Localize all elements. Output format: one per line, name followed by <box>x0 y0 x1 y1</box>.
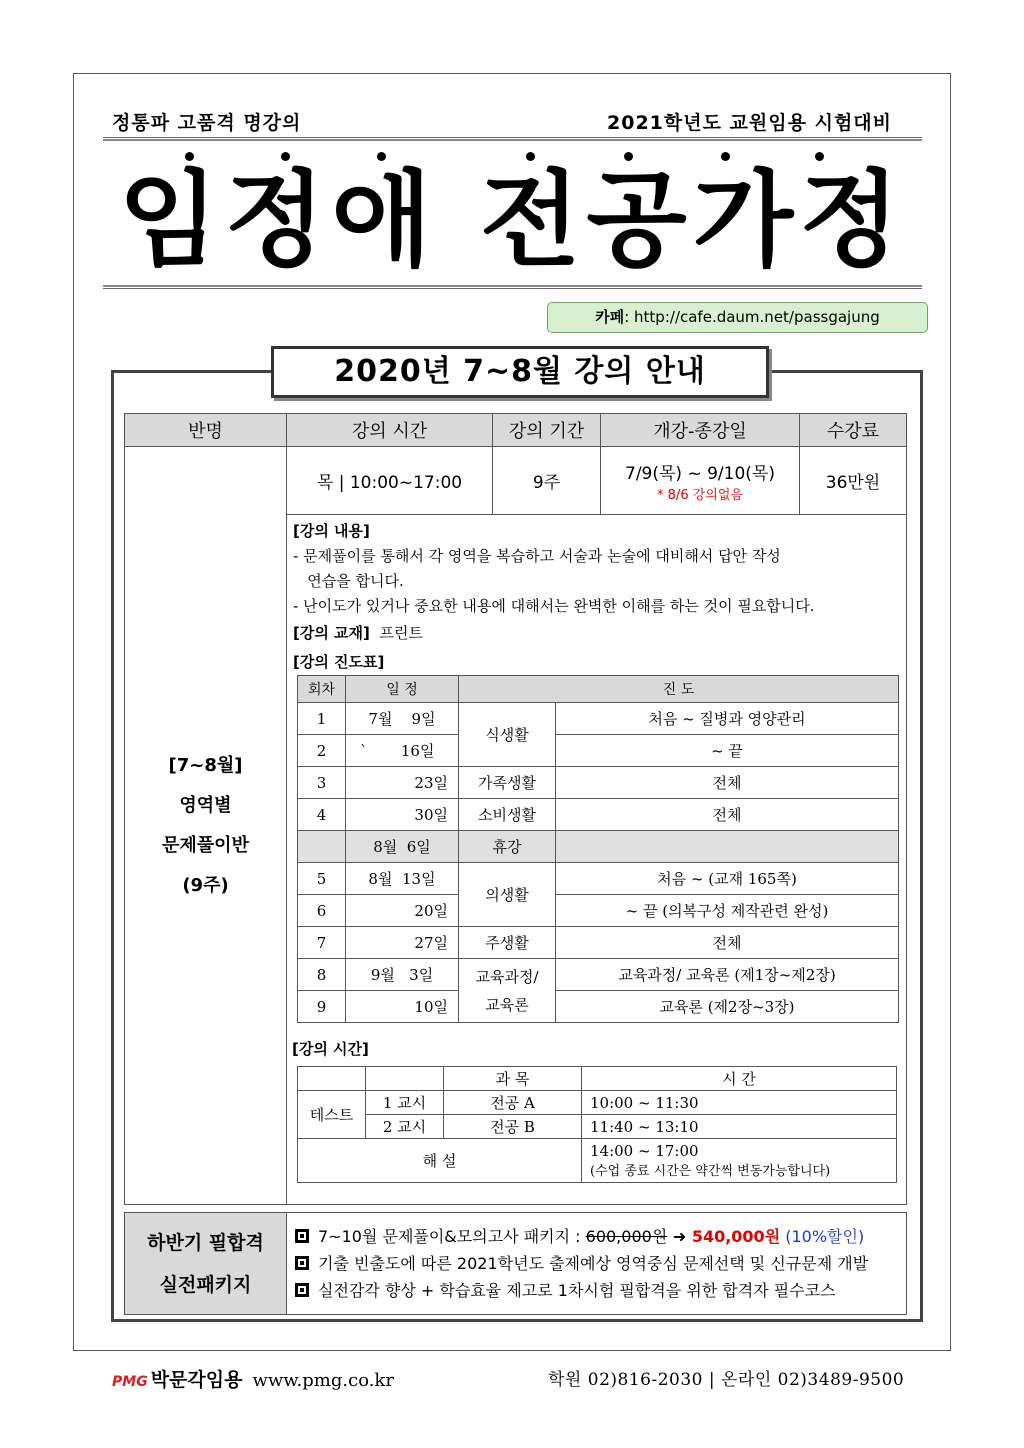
content-line: - 문제풀이를 통해서 각 영역을 복습하고 서술과 논술에 대비해서 답안 작성 <box>293 547 781 565</box>
package-line <box>295 1277 898 1304</box>
schedule-no: 7 <box>298 927 346 959</box>
header-lecture-period: 강의 기간 <box>493 414 601 447</box>
times-test-label: 테스트 <box>298 1091 366 1139</box>
times-review-time: 14:00 ~ 17:00 <box>590 1142 699 1160</box>
schedule-no: 2 <box>298 735 346 767</box>
header-rule-bottom <box>103 285 922 289</box>
schedule-date: 23일 <box>346 767 459 799</box>
footer-brand: 박문각임용 <box>150 1369 243 1391</box>
times-label: [강의 시간] <box>292 1040 369 1058</box>
header-fee: 수강료 <box>800 414 907 447</box>
table-row <box>298 895 899 927</box>
schedule-header-no: 회차 <box>298 676 346 703</box>
times-header-subject: 과 목 <box>444 1067 582 1091</box>
header-class-name: 반명 <box>125 414 287 447</box>
schedule-area: 휴강 <box>459 831 556 863</box>
schedule-no: 9 <box>298 991 346 1023</box>
package-line-text: 실전감각 향상 + 학습효율 제고로 1차시험 필합격을 위한 합격자 필수코스 <box>318 1281 836 1300</box>
times-table <box>297 1066 897 1183</box>
schedule-area: 식생활 <box>459 703 556 767</box>
schedule-progress: 전체 <box>556 799 899 831</box>
schedule-table <box>297 675 899 1023</box>
class-name-cell <box>125 447 287 1205</box>
class-name-line: (9주) <box>182 874 229 896</box>
schedule-date: 7월 9일 <box>346 703 459 735</box>
package-new-price: 540,000원 <box>691 1227 781 1246</box>
header-start-end: 개강-종강일 <box>601 414 800 447</box>
material-value: 프린트 <box>379 624 423 642</box>
schedule-progress: 처음 ~ (교재 165쪽) <box>556 863 899 895</box>
table-row <box>298 1115 897 1139</box>
content-line: 연습을 합니다. <box>293 572 404 590</box>
schedule-no: 3 <box>298 767 346 799</box>
material-row <box>293 621 900 646</box>
cafe-label: 카페 <box>595 308 625 326</box>
times-time: 10:00 ~ 11:30 <box>582 1091 897 1115</box>
schedule-no: 6 <box>298 895 346 927</box>
times-review-label: 해 설 <box>298 1139 582 1183</box>
schedule-area: 교육과정/ 교육론 <box>459 959 556 1023</box>
package-line1-prefix: 7~10월 문제풀이&모의고사 패키지 : <box>318 1227 586 1246</box>
content-line: - 난이도가 있거나 중요한 내용에 대해서는 완벽한 이해를 하는 것이 필요합니다. <box>293 597 815 615</box>
schedule-progress: 전체 <box>556 927 899 959</box>
footer-url[interactable]: www.pmg.co.kr <box>252 1370 394 1391</box>
pmg-logo: PMG <box>112 1374 148 1390</box>
times-header-blank <box>298 1067 366 1091</box>
schedule-progress: 교육론 (제2장~3장) <box>556 991 899 1023</box>
lecture-time-value: 목 | 10:00~17:00 <box>287 447 493 515</box>
times-subject: 전공 A <box>444 1091 582 1115</box>
table-row <box>298 703 899 735</box>
header-lecture-time: 강의 시간 <box>287 414 493 447</box>
times-header-time: 시 간 <box>582 1067 897 1091</box>
lecture-dates-value: 7/9(목) ~ 9/10(목) <box>625 463 775 484</box>
class-name-line: [7~8월] <box>168 754 243 776</box>
table-row <box>298 767 899 799</box>
schedule-no <box>298 831 346 863</box>
lecture-fee-value: 36만원 <box>800 447 907 515</box>
header-rule-top <box>103 137 922 141</box>
square-bullet-icon <box>295 1283 309 1297</box>
package-title-line: 실전패키지 <box>159 1273 252 1296</box>
footer-logo <box>112 1365 394 1392</box>
schedule-no: 4 <box>298 799 346 831</box>
square-bullet-icon <box>295 1229 309 1243</box>
package-details <box>287 1213 907 1315</box>
main-title: 임정애 전공가정 <box>118 159 906 281</box>
arrow-right-icon: ➜ <box>667 1227 692 1246</box>
cafe-url[interactable]: : http://cafe.daum.net/passgajung <box>624 308 880 326</box>
schedule-label: [강의 진도표] <box>293 653 385 671</box>
table-row <box>298 991 899 1023</box>
schedule-no: 5 <box>298 863 346 895</box>
schedule-date: 10일 <box>346 991 459 1023</box>
times-review-note: (수업 종료 시간은 약간씩 변동가능합니다) <box>590 1164 831 1179</box>
times-review-cell <box>582 1139 897 1183</box>
table-row-holiday <box>298 831 899 863</box>
material-label: [강의 교재] <box>293 624 370 642</box>
package-line-text: 기출 빈출도에 따른 2021학년도 출제예상 영역중심 문제선택 및 신규문제 개발 <box>318 1254 869 1273</box>
times-period: 1 교시 <box>366 1091 444 1115</box>
package-line <box>295 1223 898 1250</box>
package-old-price: 600,000원 <box>585 1227 668 1246</box>
schedule-area: 가족생활 <box>459 767 556 799</box>
table-row <box>298 735 899 767</box>
schedule-date: 8월 6일 <box>346 831 459 863</box>
lecture-duration-value: 9주 <box>493 447 601 515</box>
schedule-header-progress: 진 도 <box>459 676 899 703</box>
lecture-banner-title: 2020년 7~8월 강의 안내 <box>271 346 769 398</box>
schedule-progress: 처음 ~ 질병과 영양관리 <box>556 703 899 735</box>
times-subject: 전공 B <box>444 1115 582 1139</box>
schedule-progress: 전체 <box>556 767 899 799</box>
package-line <box>295 1250 898 1277</box>
schedule-progress: 교육과정/ 교육론 (제1장~제2장) <box>556 959 899 991</box>
package-discount: (10%할인) <box>785 1227 865 1246</box>
times-header-blank <box>366 1067 444 1091</box>
header-tagline: 정통파 고품격 명강의 <box>112 112 302 134</box>
schedule-date: 20일 <box>346 895 459 927</box>
table-row <box>298 799 899 831</box>
schedule-area: 소비생활 <box>459 799 556 831</box>
table-row <box>298 863 899 895</box>
table-row <box>298 1091 897 1115</box>
schedule-date: 30일 <box>346 799 459 831</box>
schedule-header-date: 일 정 <box>346 676 459 703</box>
lecture-dates-cell <box>601 447 800 515</box>
schedule-progress <box>556 831 899 863</box>
times-period: 2 교시 <box>366 1115 444 1139</box>
schedule-no: 8 <box>298 959 346 991</box>
cafe-link-box[interactable] <box>547 302 928 333</box>
schedule-date: 27일 <box>346 927 459 959</box>
lecture-dates-note: * 8/6 강의없음 <box>657 487 743 503</box>
schedule-date: 8월 13일 <box>346 863 459 895</box>
package-title-line: 하반기 필합격 <box>147 1231 264 1254</box>
table-row <box>298 959 899 991</box>
schedule-date: 9월 3일 <box>346 959 459 991</box>
table-row <box>298 927 899 959</box>
schedule-area: 주생활 <box>459 927 556 959</box>
header-exam-year: 2021학년도 교원임용 시험대비 <box>607 112 893 134</box>
schedule-progress: ~ 끝 <box>556 735 899 767</box>
footer-contact: 학원 02)816-2030 | 온라인 02)3489-9500 <box>548 1370 905 1390</box>
package-table <box>124 1212 907 1315</box>
content-label: [강의 내용] <box>293 522 370 540</box>
times-time: 11:40 ~ 13:10 <box>582 1115 897 1139</box>
table-row <box>298 1139 897 1183</box>
schedule-no: 1 <box>298 703 346 735</box>
schedule-date: ` 16일 <box>346 735 459 767</box>
schedule-progress: ~ 끝 (의복구성 제작관련 완성) <box>556 895 899 927</box>
schedule-area: 의생활 <box>459 863 556 927</box>
class-name-line: 문제풀이반 <box>162 834 249 856</box>
package-title <box>125 1213 287 1315</box>
square-bullet-icon <box>295 1256 309 1270</box>
class-name-line: 영역별 <box>179 794 232 816</box>
